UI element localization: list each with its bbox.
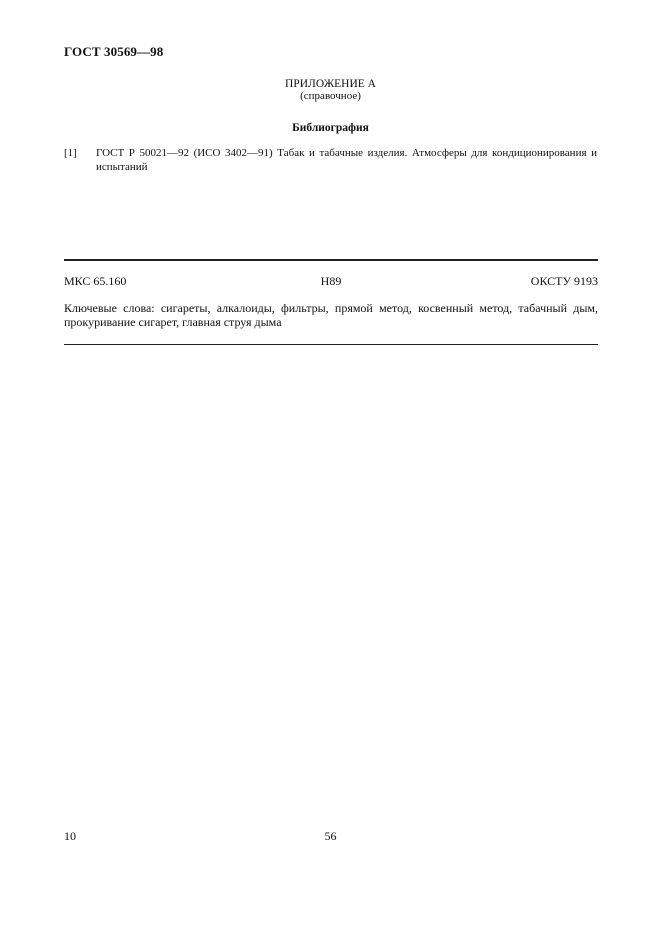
bibliography-item-text: ГОСТ Р 50021—92 (ИСО 3402—91) Табак и табачные изделия. Атмосферы для кондиционирования и испытаний [96,147,597,173]
divider-top [64,259,598,261]
bibliography-item-number: [1] [64,147,77,159]
bibliography-heading: Библиография [292,122,369,134]
appendix-title: ПРИЛОЖЕНИЕ А [285,78,376,90]
divider-bottom [64,344,598,345]
document-code: ГОСТ 30569—98 [64,44,164,59]
page-number-left: 10 [64,829,76,843]
keywords-text: Ключевые слова: сигареты, алкалоиды, фильтры, прямой метод, косвенный метод, табачный дым, прокуривание сигарет, главная струя дыма [64,301,598,329]
category-code: Н89 [320,274,342,288]
page-number-center: 56 [324,829,337,843]
classification-row [64,274,598,290]
mks-code: МКС 65.160 [64,274,127,288]
okstu-code: ОКСТУ 9193 [530,274,598,288]
appendix-subtitle: (справочное) [300,90,361,102]
